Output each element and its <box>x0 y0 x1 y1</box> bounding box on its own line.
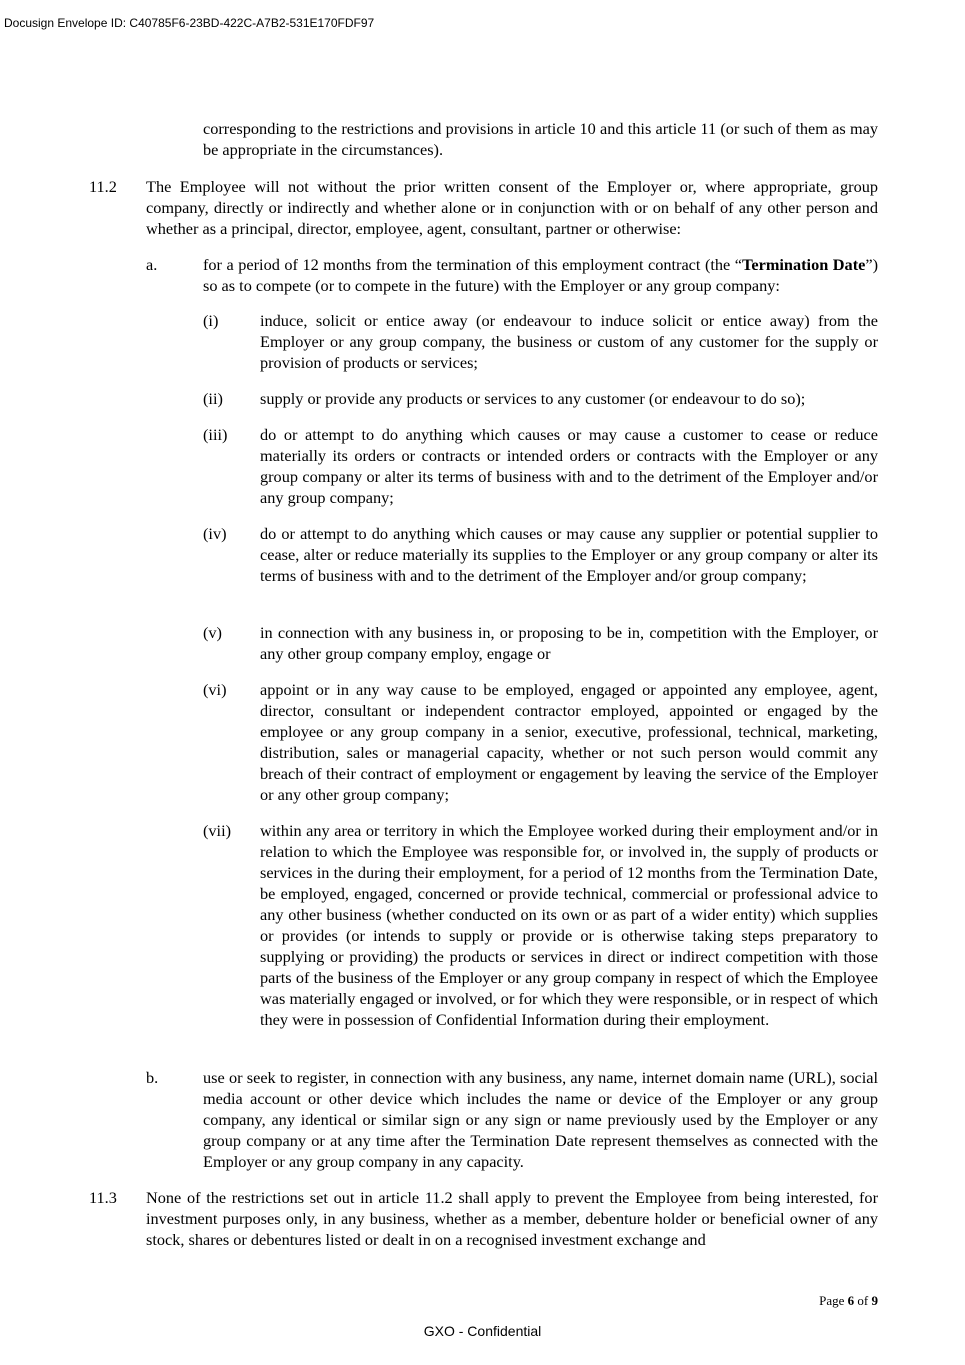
subitem-iv-label: (iv) <box>203 524 227 543</box>
defined-term-termination-date: Termination Date <box>742 255 866 274</box>
subitem-iii-text: do or attempt to do anything which causes or may cause a customer to cease or reduce materially its orders or contracts or intended orders or contracts with the Employer or any group company or alter its terms of business with and to the detriment of the Employer and/or any group company; <box>260 425 878 507</box>
page-number <box>819 1293 878 1308</box>
subitem-v-label: (v) <box>203 623 222 642</box>
page-number-current: 6 <box>847 1293 855 1308</box>
item-a-text <box>203 254 878 296</box>
subitem-v-text: in connection with any business in, or proposing to be in, competition with the Employer, or any other group company employ, engage or <box>260 623 878 663</box>
subitem-ii-label: (ii) <box>203 389 223 408</box>
clause-11-2-number: 11.2 <box>89 177 117 196</box>
subitem-iii-label: (iii) <box>203 425 228 444</box>
item-a-label: a. <box>146 255 158 274</box>
subitem-vi-label: (vi) <box>203 680 227 699</box>
item-a-text-before: for a period of 12 months from the termination of this employment contract (the “ <box>203 255 743 274</box>
subitem-vii-text: within any area or territory in which the Employee worked during their employment and/or in relation to which the Employee was responsible for, or involved in, the supply of products or services in the during their employment, for a period of 12 months from the Termination Date, be employed, engaged, concerned or provide technical, commercial or professional advice to any other business (whether conducted on its own or as part of a wider entity) which supplies or provides (or intends to supply or provide or is otherwise taking steps preparatory to supplying or providing) the products or services in direct or indirect competition with those parts of the business of the Employer or any group company in respect of which the Employee was materially engaged or involved, or for which they were responsible, or in respect of which they were in possession of Confidential Information during their employment. <box>260 821 878 1029</box>
item-a-text-after: ”) so as to compete (or to compete in the future) with the Employer or any group company: <box>203 255 879 295</box>
subitem-vi-text: appoint or in any way cause to be employed, engaged or appointed any employee, agent, director, consultant or independent contractor employed, appointed or engaged by the employee or any group company in a senior, executive, professional, technical, marketing, distribution, sales or managerial capacity, whether or not such person would commit any breach of their contract of employment or engagement by leaving the service of the Employer or any other group company; <box>260 680 878 804</box>
clause-11-3-number: 11.3 <box>89 1188 117 1207</box>
docusign-envelope-id: Docusign Envelope ID: C40785F6-23BD-422C-A7B2-531E170FDF97 <box>4 16 375 30</box>
page-number-separator: of <box>854 1293 872 1308</box>
page-number-total: 9 <box>871 1293 878 1308</box>
clause-11-2-text: The Employee will not without the prior written consent of the Employer or, where appropriate, group company, directly or indirectly and whether alone or in conjunction with or on behalf of any other person and whether as a principal, director, employee, agent, consultant, partner or otherwise: <box>146 177 878 238</box>
subitem-i-label: (i) <box>203 311 219 330</box>
subitem-i-text: induce, solicit or entice away (or endeavour to induce solicit or entice away) from the Employer or any group company, the business or custom of any customer for the supply or provision of products or services; <box>260 311 878 372</box>
continuation-paragraph: corresponding to the restrictions and provisions in article 10 and this article 11 (or such of them as may be appropriate in the circumstances). <box>203 119 878 159</box>
subitem-iv-text: do or attempt to do anything which causes or may cause any supplier or potential supplier to cease, alter or reduce materially its supplies to the Employer or any group company or alter its terms of business with and to the detriment of the Employer and/or group company; <box>260 524 878 585</box>
page-number-prefix: Page <box>819 1293 848 1308</box>
item-b-label: b. <box>146 1068 159 1087</box>
clause-11-3-text: None of the restrictions set out in article 11.2 shall apply to prevent the Employee from being interested, for investment purposes only, in any business, whether as a member, debenture holder or beneficial owner of any stock, shares or debentures listed or dealt in on a recognised investment exchange and <box>146 1188 878 1249</box>
item-b-text: use or seek to register, in connection with any business, any name, internet domain name (URL), social media account or other device which includes the name or device of the Employer or any group company, any identical or similar sign or any sign or name previously used by the Employer or any group company or at any time after the Termination Date represent themselves as connected with the Employer or any group company in any capacity. <box>203 1068 878 1171</box>
subitem-vii-label: (vii) <box>203 821 232 840</box>
confidential-footer: GXO - Confidential <box>423 1323 542 1339</box>
subitem-ii-text: supply or provide any products or services to any customer (or endeavour to do so); <box>260 389 806 408</box>
